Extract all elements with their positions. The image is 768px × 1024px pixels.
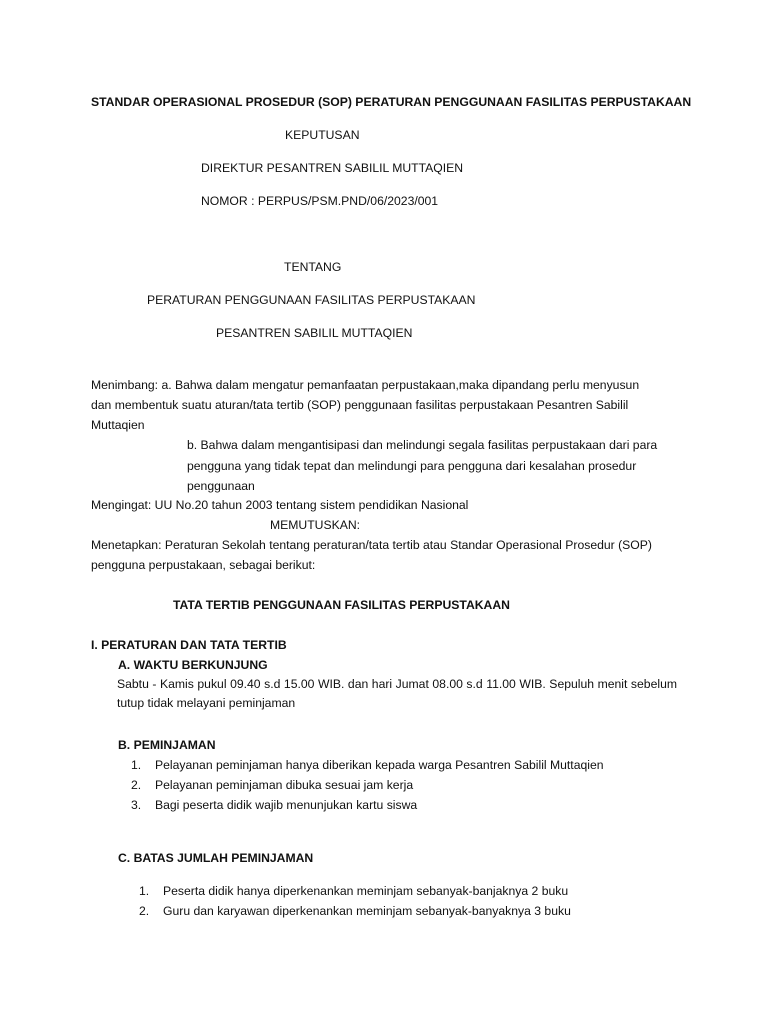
direktur-line: DIREKTUR PESANTREN SABILIL MUTTAQIEN xyxy=(201,161,464,175)
menimbang-a-line-1: Menimbang: a. Bahwa dalam mengatur pemanfaatan perpustakaan,maka dipandang perlu menyusun xyxy=(91,378,640,392)
menimbang-a-line-3: Muttaqien xyxy=(91,418,145,432)
tentang-heading: TENTANG xyxy=(284,260,342,274)
rules-title: TATA TERTIB PENGGUNAAN FASILITAS PERPUSTAKAAN xyxy=(173,598,510,612)
document-title: STANDAR OPERASIONAL PROSEDUR (SOP) PERATURAN PENGGUNAAN FASILITAS PERPUSTAKAAN xyxy=(91,95,692,109)
b-item-3-text: Bagi peserta didik wajib menunjukan kartu siswa xyxy=(155,798,418,812)
menimbang-b-line-3: penggunaan xyxy=(187,479,255,493)
menimbang-b-line-1: b. Bahwa dalam mengantisipasi dan melindungi segala fasilitas perpustakaan dari para xyxy=(187,438,658,452)
keputusan-heading: KEPUTUSAN xyxy=(285,128,360,142)
section-a-heading: A. WAKTU BERKUNJUNG xyxy=(118,658,268,672)
peraturan-line: PERATURAN PENGGUNAAN FASILITAS PERPUSTAKAAN xyxy=(147,293,476,307)
section-b-heading: B. PEMINJAMAN xyxy=(118,738,216,752)
section-c-heading: C. BATAS JUMLAH PEMINJAMAN xyxy=(118,851,314,865)
mengingat-line: Mengingat: UU No.20 tahun 2003 tentang sistem pendidikan Nasional xyxy=(91,498,469,512)
b-item-1-text: Pelayanan peminjaman hanya diberikan kepada warga Pesantren Sabilil Muttaqien xyxy=(155,758,604,772)
c-item-2-number: 2. xyxy=(139,904,150,918)
c-item-1-number: 1. xyxy=(139,884,150,898)
b-item-1-number: 1. xyxy=(131,758,142,772)
menimbang-b-line-2: pengguna yang tidak tepat dan melindungi para pengguna dari kesalahan prosedur xyxy=(187,459,637,473)
section-1-heading: I. PERATURAN DAN TATA TERTIB xyxy=(91,638,287,652)
menetapkan-line-1: Menetapkan: Peraturan Sekolah tentang peraturan/tata tertib atau Standar Operasional Prosedur (SOP) xyxy=(91,538,652,552)
c-item-2-text: Guru dan karyawan diperkenankan meminjam sebanyak-banyaknya 3 buku xyxy=(163,904,571,918)
menetapkan-line-2: pengguna perpustakaan, sebagai berikut: xyxy=(91,558,316,572)
section-a-text: Sabtu - Kamis pukul 09.40 s.d 15.00 WIB. dan hari Jumat 08.00 s.d 11.00 WIB. Sepuluh menit sebelum tutup tidak melayani peminjaman xyxy=(117,677,677,710)
nomor-line: NOMOR : PERPUS/PSM.PND/06/2023/001 xyxy=(201,194,439,208)
b-item-2-number: 2. xyxy=(131,778,142,792)
c-item-1-text: Peserta didik hanya diperkenankan meminjam sebanyak-banjaknya 2 buku xyxy=(163,884,569,898)
memutuskan-heading: MEMUTUSKAN: xyxy=(270,518,361,532)
b-item-2-text: Pelayanan peminjaman dibuka sesuai jam kerja xyxy=(155,778,414,792)
menimbang-a-line-2: dan membentuk suatu aturan/tata tertib (SOP) penggunaan fasilitas perpustakaan Pesantren Sabilil xyxy=(91,398,629,412)
b-item-3-number: 3. xyxy=(131,798,142,812)
pesantren-line: PESANTREN SABILIL MUTTAQIEN xyxy=(216,326,413,340)
